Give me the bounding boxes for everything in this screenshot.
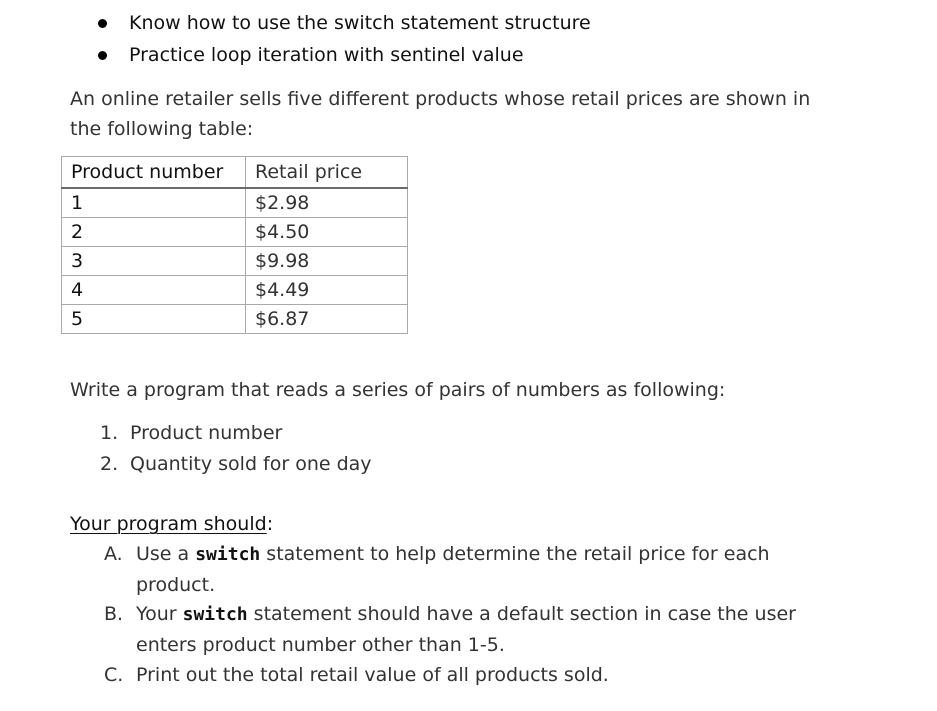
- list-number: 2.: [100, 453, 119, 475]
- bullet-icon: [98, 51, 107, 60]
- requirement-letter: B.: [104, 603, 124, 625]
- requirement-letter: C.: [104, 664, 124, 686]
- product-number-cell: 5: [62, 305, 246, 334]
- retail-price-cell: $9.98: [246, 247, 408, 276]
- table-row: [62, 247, 408, 276]
- table-row: [62, 305, 408, 334]
- list-text: Quantity sold for one day: [130, 453, 372, 475]
- bullet-icon: [98, 19, 107, 28]
- table-header-row: [62, 157, 408, 189]
- requirement-text-part: Use a: [136, 543, 196, 565]
- column-header-retail-price: Retail price: [246, 157, 408, 189]
- switch-keyword: switch: [182, 604, 248, 625]
- requirement-letter: A.: [104, 543, 123, 565]
- objective-text: Know how to use the switch statement structure: [129, 12, 591, 34]
- column-header-product-number: Product number: [62, 157, 246, 189]
- retail-price-cell: $4.50: [246, 218, 408, 247]
- retail-price-cell: $2.98: [246, 188, 408, 218]
- requirement-text-part: Your: [136, 603, 183, 625]
- requirement-text-part: statement to help determine the retail price for each product.: [136, 543, 770, 596]
- objective-text: Practice loop iteration with sentinel value: [129, 44, 524, 66]
- requirements-heading: [70, 509, 273, 539]
- table-row: [62, 188, 408, 218]
- task-paragraph: Write a program that reads a series of pairs of numbers as following:: [70, 379, 726, 401]
- requirement-text: Print out the total retail value of all products sold.: [136, 664, 609, 686]
- list-number: 1.: [100, 422, 119, 444]
- switch-keyword: switch: [195, 544, 261, 565]
- table-row: [62, 218, 408, 247]
- list-text: Product number: [130, 422, 283, 444]
- requirement-text: [136, 539, 776, 600]
- price-table: [61, 156, 408, 334]
- product-number-cell: 1: [62, 188, 246, 218]
- requirement-text-part: statement should have a default section in case the user enters product number other than 1-5.: [136, 603, 796, 656]
- product-number-cell: 2: [62, 218, 246, 247]
- requirements-heading-colon: :: [266, 513, 274, 535]
- retail-price-cell: $6.87: [246, 305, 408, 334]
- product-number-cell: 4: [62, 276, 246, 305]
- requirement-text: [136, 599, 796, 660]
- product-number-cell: 3: [62, 247, 246, 276]
- retail-price-cell: $4.49: [246, 276, 408, 305]
- table-row: [62, 276, 408, 305]
- requirements-heading-text: Your program should: [70, 513, 267, 535]
- intro-paragraph: An online retailer sells five different products whose retail prices are shown in the following table:: [70, 88, 811, 140]
